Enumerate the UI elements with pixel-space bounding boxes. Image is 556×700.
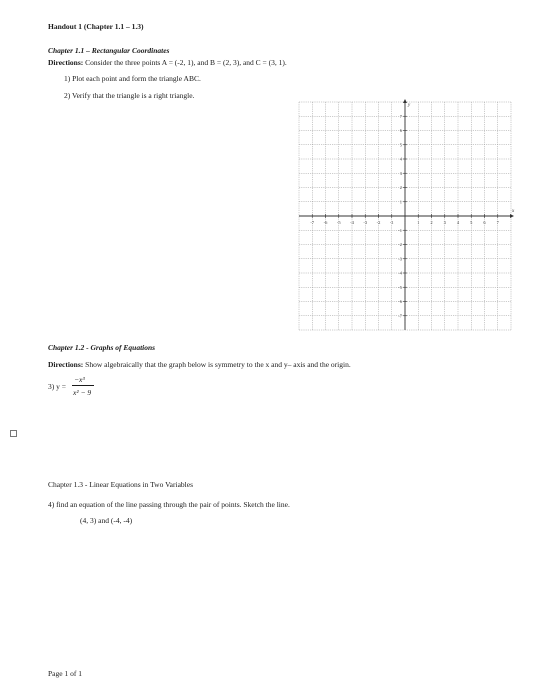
y-axis-arrow-icon <box>403 99 407 103</box>
x-axis-label: x <box>512 209 515 214</box>
directions-2 <box>48 361 351 369</box>
y-tick-label: 3 <box>399 170 402 176</box>
directions-label: Directions: <box>48 58 84 67</box>
x-tick-label: 2 <box>430 220 433 225</box>
fraction-bar <box>72 385 94 386</box>
y-tick-label: 1 <box>399 199 402 205</box>
directions-1 <box>48 59 287 67</box>
x-tick-label: -5 <box>336 220 341 225</box>
x-tick-label: 6 <box>483 220 486 225</box>
question-3-lead: 3) y = <box>48 382 66 391</box>
x-tick-label: 4 <box>456 220 460 225</box>
x-axis-arrow-icon <box>510 214 514 218</box>
x-tick-label: -3 <box>363 220 368 225</box>
x-tick-label: 7 <box>496 220 499 225</box>
y-axis-label: y <box>408 103 411 108</box>
directions-text: Consider the three points A = (-2, 1), and B = (2, 3), and C = (3, 1). <box>83 58 287 67</box>
x-tick-label: 3 <box>443 220 446 225</box>
page-footer: Page 1 of 1 <box>48 669 82 678</box>
x-tick-label: -2 <box>376 220 381 225</box>
y-tick-label: -7 <box>398 313 402 319</box>
equation-numerator: −x³ <box>74 375 85 384</box>
y-tick-label: 6 <box>399 128 402 133</box>
y-tick-label: -6 <box>398 299 402 304</box>
equation-denominator: x² − 9 <box>73 388 92 397</box>
x-tick-label: -6 <box>323 220 328 225</box>
question-1: 1) Plot each point and form the triangle ABC. <box>64 74 201 83</box>
question-2: 2) Verify that the triangle is a right triangle. <box>64 91 195 100</box>
y-tick-label: 5 <box>399 142 402 148</box>
question-4-points: (4, 3) and (-4, -4) <box>80 516 133 525</box>
x-tick-label: 5 <box>470 220 473 225</box>
anchor-marker-icon <box>10 430 17 437</box>
y-tick-label: -5 <box>398 284 402 290</box>
chapter-1-3-heading: Chapter 1.3 - Linear Equations in Two Variables <box>48 480 193 489</box>
x-tick-label: -1 <box>389 220 394 225</box>
question-4: 4) find an equation of the line passing through the pair of points. Sketch the line. <box>48 500 290 509</box>
chapter-1-2-heading: Chapter 1.2 - Graphs of Equations <box>48 343 156 352</box>
y-tick-label: 2 <box>399 185 402 190</box>
x-tick-label: -7 <box>310 220 315 225</box>
y-tick-label: 7 <box>399 113 402 119</box>
handout-title: Handout 1 (Chapter 1.1 – 1.3) <box>48 22 144 31</box>
chapter-1-1-heading: Chapter 1.1 – Rectangular Coordinates <box>48 46 170 55</box>
coordinate-grid <box>293 96 517 336</box>
coordinate-grid-svg <box>293 96 517 336</box>
y-tick-label: -3 <box>398 256 402 262</box>
y-tick-label: 4 <box>399 156 402 162</box>
y-tick-label: -2 <box>398 242 402 247</box>
directions-text-2: Show algebraically that the graph below is symmetry to the x and y– axis and the origin. <box>83 360 351 369</box>
y-tick-label: -1 <box>398 227 402 233</box>
y-tick-label: -4 <box>398 270 402 276</box>
x-tick-label: -4 <box>350 220 354 225</box>
x-tick-label: 1 <box>417 220 420 225</box>
directions-label-2: Directions: <box>48 360 84 369</box>
